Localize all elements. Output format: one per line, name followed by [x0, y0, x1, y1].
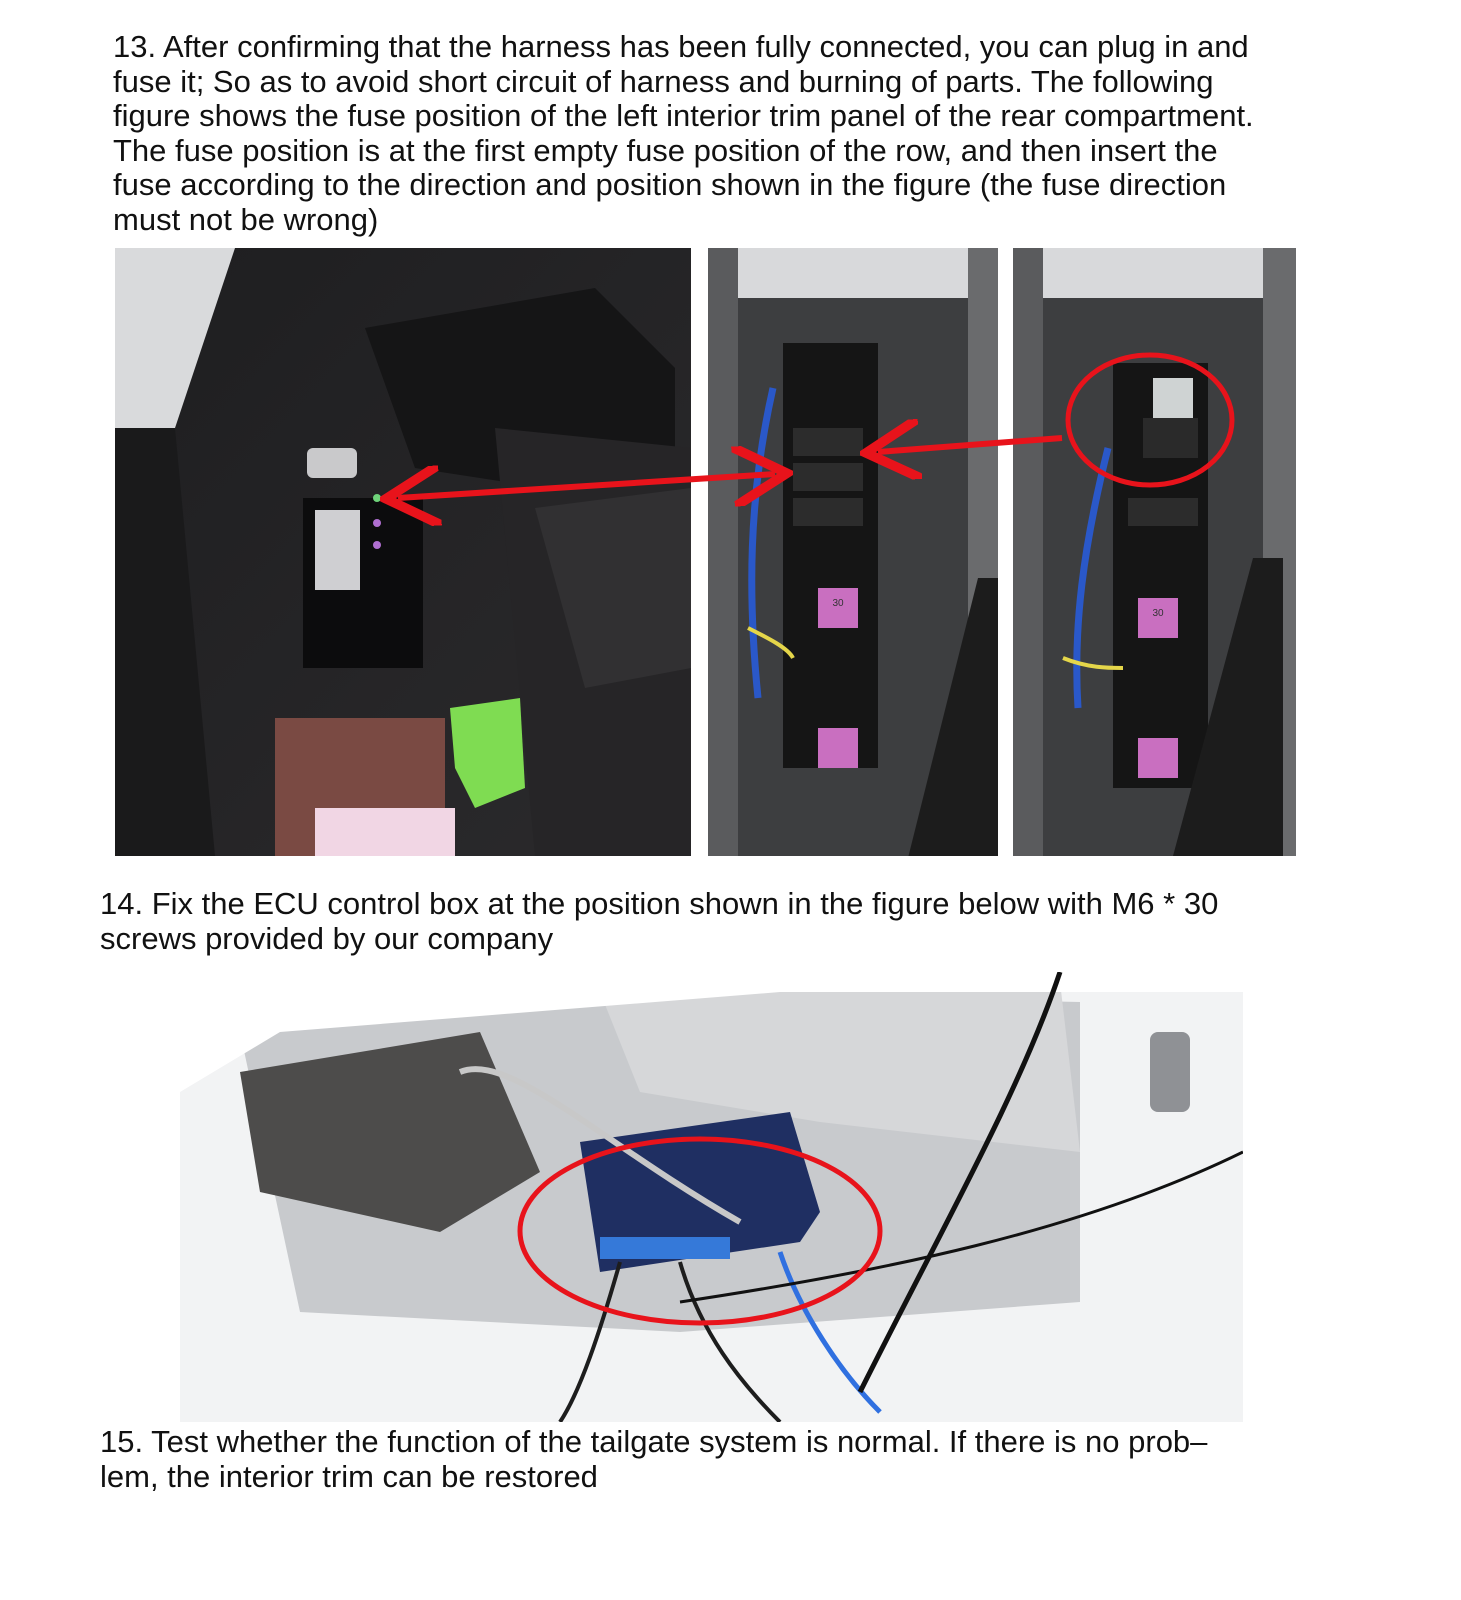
trunk-panel-photo [115, 248, 691, 856]
text-line: fuse according to the direction and position shown in the figure (the fuse direction [113, 167, 1227, 202]
text-line: 13. After confirming that the harness has been fully connected, you can plug in and [113, 29, 1249, 64]
fuse [1138, 738, 1178, 778]
fuse-box-photo [708, 248, 998, 856]
text-line: fuse it; So as to avoid short circuit of harness and burning of parts. The following [113, 63, 1214, 99]
fuse [818, 728, 858, 768]
text-line: lem, the interior trim can be restored [100, 1458, 598, 1494]
text-line: 15. Test whether the function of the tailgate system is normal. If there is no prob– [100, 1424, 1208, 1459]
step-15-text [100, 1425, 1400, 1494]
fuse-rating-label: 30 [1152, 608, 1164, 619]
step-14-text [100, 887, 1400, 956]
text-line: screws provided by our company [100, 920, 554, 956]
text-line: 14. Fix the ECU control box at the position shown in the figure below with M6 * 30 [100, 886, 1219, 921]
ecu-box-photo [180, 972, 1243, 1422]
text-line: figure shows the fuse position of the left interior trim panel of the rear compartment. [113, 98, 1254, 133]
text-line: The fuse position is at the first empty fuse position of the row, and then insert the [113, 132, 1218, 168]
text-line: must not be wrong) [113, 201, 379, 237]
fuse-inserted-photo [1013, 248, 1296, 856]
step-13-text [113, 30, 1413, 237]
fuse-rating-label: 30 [832, 598, 844, 609]
